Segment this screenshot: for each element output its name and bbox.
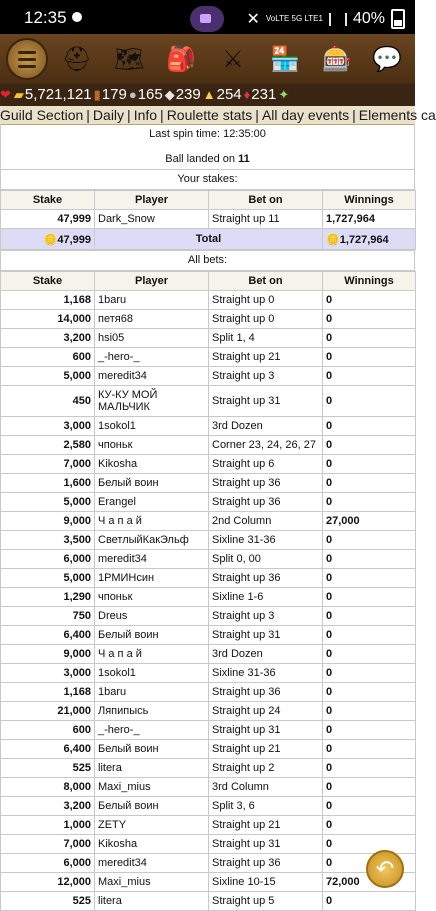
cell-player[interactable]: Белый воин	[95, 474, 209, 493]
all-bets-table	[0, 271, 416, 911]
ball-landed-label: Ball landed on	[165, 153, 239, 165]
cell-winnings: 0	[323, 455, 416, 474]
cell-winnings: 0	[323, 854, 416, 873]
cell-bet-on: Straight up 3	[209, 607, 323, 626]
table-row	[1, 873, 416, 892]
shop-icon[interactable]: 🏪	[270, 45, 300, 73]
table-row	[1, 329, 416, 348]
link-separator: |	[255, 107, 259, 123]
resource-item	[203, 84, 242, 106]
cell-winnings: 0	[323, 797, 416, 816]
cell-player[interactable]: _-hero-_	[95, 348, 209, 367]
cell-winnings: 0	[323, 569, 416, 588]
total-row	[1, 229, 416, 250]
cell-winnings: 0	[323, 310, 416, 329]
cell-stake: 2,580	[1, 436, 95, 455]
cell-stake: 6,400	[1, 740, 95, 759]
table-row	[1, 569, 416, 588]
wood-icon: ▮	[93, 87, 101, 102]
your-stakes-table	[0, 190, 416, 250]
cell-winnings: 0	[323, 588, 416, 607]
resource-value: 179	[101, 86, 127, 103]
cell-bet-on: Split 1, 4	[209, 329, 323, 348]
table-header	[1, 272, 416, 291]
table-row	[1, 210, 416, 229]
cell-player[interactable]: Maxi_mius	[95, 778, 209, 797]
cell-stake: 450	[1, 386, 95, 417]
cell-player[interactable]: 1sokol1	[95, 664, 209, 683]
cell-winnings: 27,000	[323, 512, 416, 531]
section-link[interactable]: Elements ca	[358, 107, 436, 123]
table-row	[1, 367, 416, 386]
table-row	[1, 436, 416, 455]
cell-winnings: 0	[323, 683, 416, 702]
section-link[interactable]: Daily	[92, 107, 125, 123]
cell-bet-on: Straight up 0	[209, 310, 323, 329]
table-row	[1, 607, 416, 626]
cell-player[interactable]: hsi05	[95, 329, 209, 348]
cell-bet-on: Straight up 36	[209, 474, 323, 493]
table-row	[1, 348, 416, 367]
cell-bet-on: Straight up 21	[209, 816, 323, 835]
table-row	[1, 531, 416, 550]
heart-icon: ❤	[0, 87, 11, 102]
table-row	[1, 455, 416, 474]
cell-bet-on: Straight up 36	[209, 683, 323, 702]
cell-player[interactable]: Kikosha	[95, 835, 209, 854]
cell-bet-on: Sixline 31-36	[209, 664, 323, 683]
cell-bet-on: Straight up 21	[209, 740, 323, 759]
cell-stake: 5,000	[1, 367, 95, 386]
table-row	[1, 645, 416, 664]
cell-winnings: 0	[323, 835, 416, 854]
cell-stake: 7,000	[1, 455, 95, 474]
cell-stake: 3,200	[1, 329, 95, 348]
header-bet-on: Bet on	[209, 191, 323, 210]
resource-item	[165, 84, 201, 106]
cell-stake: 6,000	[1, 854, 95, 873]
sand-icon: ▲	[202, 87, 216, 102]
cell-stake: 3,200	[1, 797, 95, 816]
table-row	[1, 626, 416, 645]
resource-bar	[0, 84, 415, 106]
cell-player[interactable]: чпоньк	[95, 588, 209, 607]
header-stake: Stake	[1, 272, 95, 291]
cell-player[interactable]: Ч а п а й	[95, 645, 209, 664]
cell-stake: 525	[1, 759, 95, 778]
header-player: Player	[95, 272, 209, 291]
cell-winnings: 0	[323, 367, 416, 386]
cell-winnings: 0	[323, 759, 416, 778]
table-row	[1, 386, 416, 417]
cell-bet-on: Straight up 5	[209, 892, 323, 911]
cell-stake: 5,000	[1, 493, 95, 512]
section-links	[0, 106, 436, 125]
iron-icon: ◆	[164, 87, 175, 102]
cell-winnings: 0	[323, 778, 416, 797]
cell-winnings: 0	[323, 702, 416, 721]
cell-stake: 3,000	[1, 664, 95, 683]
table-row	[1, 702, 416, 721]
elements-icon: ✦	[278, 87, 290, 102]
table-row	[1, 664, 416, 683]
cell-bet-on: Sixline 1-6	[209, 588, 323, 607]
cell-bet-on: Straight up 21	[209, 348, 323, 367]
cell-winnings: 0	[323, 386, 416, 417]
table-row	[1, 291, 416, 310]
cell-stake: 1,600	[1, 474, 95, 493]
cell-bet-on: 2nd Column	[209, 512, 323, 531]
cell-stake: 9,000	[1, 645, 95, 664]
cell-stake: 1,290	[1, 588, 95, 607]
last-spin-time: Last spin time: 12:35:00	[0, 124, 415, 150]
cell-bet-on: Straight up 36	[209, 854, 323, 873]
cell-winnings: 0	[323, 493, 416, 512]
cell-winnings: 0	[323, 664, 416, 683]
link-separator: |	[127, 107, 131, 123]
your-stakes-title: Your stakes:	[0, 169, 415, 190]
table-row	[1, 417, 416, 436]
cell-winnings: 0	[323, 474, 416, 493]
cell-winnings: 0	[323, 626, 416, 645]
cell-player[interactable]: Ляпипысь	[95, 702, 209, 721]
cell-stake: 600	[1, 721, 95, 740]
cell-bet-on: Straight up 6	[209, 455, 323, 474]
cell-player[interactable]: meredit34	[95, 854, 209, 873]
cell-player[interactable]: meredit34	[95, 550, 209, 569]
cell-player[interactable]: СветлыйКакЭльф	[95, 531, 209, 550]
cell-stake: 7,000	[1, 835, 95, 854]
cell-bet-on: Sixline 10-15	[209, 873, 323, 892]
cell-stake: 1,168	[1, 291, 95, 310]
cell-winnings: 0	[323, 291, 416, 310]
all-bets-title: All bets:	[0, 250, 415, 271]
cell-player[interactable]: litera	[95, 892, 209, 911]
cell-stake: 8,000	[1, 778, 95, 797]
resource-item	[0, 84, 12, 106]
status-time: 12:35	[24, 8, 67, 27]
cell-player[interactable]: чпоньк	[95, 436, 209, 455]
table-header	[1, 191, 416, 210]
cell-player[interactable]: Dreus	[95, 607, 209, 626]
status-indicators	[246, 9, 405, 29]
cell-bet-on: Straight up 36	[209, 493, 323, 512]
resource-value: 254	[216, 86, 242, 103]
resource-item	[129, 84, 163, 106]
cell-stake: 1,000	[1, 816, 95, 835]
cell-player[interactable]: 1baru	[95, 683, 209, 702]
gold-icon: ▰	[13, 87, 24, 102]
stone-icon: ●	[128, 87, 137, 102]
cell-stake: 3,000	[1, 417, 95, 436]
cell-bet-on: Sixline 31-36	[209, 531, 323, 550]
back-arrow-icon: ↶	[375, 856, 395, 881]
notification-icon	[72, 12, 82, 22]
table-row	[1, 740, 416, 759]
mute-icon: ✕	[246, 11, 260, 28]
cell-stake: 1,168	[1, 683, 95, 702]
table-row	[1, 797, 416, 816]
link-separator: |	[352, 107, 356, 123]
table-row	[1, 778, 416, 797]
cell-bet-on: Straight up 31	[209, 835, 323, 854]
table-row	[1, 310, 416, 329]
cell-winnings: 0	[323, 607, 416, 626]
cell-player[interactable]: Kikosha	[95, 455, 209, 474]
cell-player[interactable]: Белый воин	[95, 626, 209, 645]
resource-value: 165	[137, 86, 163, 103]
menu-icon[interactable]	[6, 38, 48, 80]
cell-player[interactable]: litera	[95, 759, 209, 778]
cell-stake: 5,000	[1, 569, 95, 588]
network-label: VoLTE 5G LTE1	[265, 14, 323, 23]
cell-bet-on: Straight up 31	[209, 721, 323, 740]
table-row	[1, 493, 416, 512]
cell-winnings: 0	[323, 348, 416, 367]
cell-player[interactable]: 1РМИНсин	[95, 569, 209, 588]
roulette-results	[0, 124, 415, 911]
cell-bet-on: Split 3, 6	[209, 797, 323, 816]
table-row	[1, 683, 416, 702]
cell-winnings: 0	[323, 740, 416, 759]
resource-value: 231	[251, 86, 277, 103]
ruby-icon: ♦	[243, 87, 251, 102]
cell-winnings: 72,000	[323, 873, 416, 892]
chat-icon[interactable]: 💬	[372, 45, 402, 73]
section-link[interactable]: All day events	[261, 107, 350, 123]
cell-bet-on: Straight up 2	[209, 759, 323, 778]
table-row	[1, 854, 416, 873]
cell-player[interactable]: Белый воин	[95, 797, 209, 816]
section-link[interactable]: Info	[133, 107, 158, 123]
cell-winnings: 0	[323, 329, 416, 348]
cell-stake: 600	[1, 348, 95, 367]
cell-player[interactable]: Maxi_mius	[95, 873, 209, 892]
bag-icon[interactable]: 🎒	[166, 45, 196, 73]
cell-player[interactable]: _-hero-_	[95, 721, 209, 740]
cell-player[interactable]: Ч а п а й	[95, 512, 209, 531]
screen-record-icon[interactable]	[190, 6, 224, 32]
cell-stake: 6,000	[1, 550, 95, 569]
cell-stake: 6,400	[1, 626, 95, 645]
cell-stake: 21,000	[1, 702, 95, 721]
cell-winnings: 0	[323, 816, 416, 835]
header-stake: Stake	[1, 191, 95, 210]
cell-winnings: 0	[323, 892, 416, 911]
cell-bet-on: Split 0, 00	[209, 550, 323, 569]
cell-player[interactable]: ZETY	[95, 816, 209, 835]
header-winnings: Winnings	[323, 191, 416, 210]
resource-item	[94, 84, 127, 106]
cell-bet-on: Corner 23, 24, 26, 27	[209, 436, 323, 455]
cell-stake: 14,000	[1, 310, 95, 329]
roulette-icon[interactable]: 🎰	[322, 45, 352, 73]
cell-player[interactable]: meredit34	[95, 367, 209, 386]
cell-player[interactable]: КУ-КУ МОЙ МАЛЬЧИК	[95, 386, 209, 417]
table-row	[1, 512, 416, 531]
section-link[interactable]: Roulette stats	[166, 107, 253, 123]
helmet-icon[interactable]: ⛑	[61, 45, 93, 73]
table-row	[1, 474, 416, 493]
cell-bet-on: Straight up 24	[209, 702, 323, 721]
resource-value: 5,721,121	[24, 86, 92, 103]
cell-player[interactable]: 1sokol1	[95, 417, 209, 436]
cell-player[interactable]: Dark_Snow	[95, 210, 209, 229]
cell-winnings: 0	[323, 721, 416, 740]
table-row	[1, 835, 416, 854]
link-separator: |	[86, 107, 90, 123]
cell-winnings: 0	[323, 645, 416, 664]
header-player: Player	[95, 191, 209, 210]
table-row	[1, 550, 416, 569]
table-row	[1, 759, 416, 778]
cell-bet-on: Straight up 31	[209, 626, 323, 645]
cell-bet-on: Straight up 0	[209, 291, 323, 310]
signal-icon	[329, 13, 347, 26]
total-winnings: 🪙1,727,964	[323, 229, 416, 250]
cell-player[interactable]: 1baru	[95, 291, 209, 310]
header-winnings: Winnings	[323, 272, 416, 291]
cell-bet-on: 3rd Dozen	[209, 417, 323, 436]
cell-winnings: 0	[323, 417, 416, 436]
table-row	[1, 816, 416, 835]
cell-player[interactable]: Белый воин	[95, 740, 209, 759]
cell-winnings: 0	[323, 436, 416, 455]
cell-winnings: 0	[323, 531, 416, 550]
cell-bet-on: 3rd Column	[209, 778, 323, 797]
total-stake: 🪙47,999	[1, 229, 95, 250]
resource-value: 239	[175, 86, 201, 103]
ball-landed-number: 11	[238, 153, 250, 165]
cell-bet-on: Straight up 11	[209, 210, 323, 229]
resource-item	[14, 84, 92, 106]
swords-icon[interactable]: ⚔	[222, 45, 244, 73]
cell-player[interactable]: Erangel	[95, 493, 209, 512]
status-bar	[0, 0, 415, 34]
battery-icon	[391, 9, 405, 29]
header-bet-on: Bet on	[209, 272, 323, 291]
cell-stake: 3,500	[1, 531, 95, 550]
gold-icon: 🪙	[326, 233, 340, 246]
battery-text: 40%	[352, 10, 385, 27]
game-navbar	[0, 34, 415, 86]
cell-stake: 9,000	[1, 512, 95, 531]
ball-landed	[0, 150, 415, 169]
cell-stake: 12,000	[1, 873, 95, 892]
cell-bet-on: 3rd Dozen	[209, 645, 323, 664]
cell-bet-on: Straight up 3	[209, 367, 323, 386]
back-button[interactable]	[366, 850, 404, 888]
cell-winnings: 1,727,964	[323, 210, 416, 229]
table-row	[1, 892, 416, 911]
cell-winnings: 0	[323, 550, 416, 569]
table-row	[1, 721, 416, 740]
cell-bet-on: Straight up 36	[209, 569, 323, 588]
cell-bet-on: Straight up 31	[209, 386, 323, 417]
total-label: Total	[95, 229, 323, 250]
map-icon[interactable]: 🗺	[113, 45, 145, 73]
cell-player[interactable]: петя68	[95, 310, 209, 329]
cell-stake: 47,999	[1, 210, 95, 229]
section-link[interactable]: Guild Section	[0, 107, 84, 123]
link-separator: |	[160, 107, 164, 123]
table-row	[1, 588, 416, 607]
cell-stake: 750	[1, 607, 95, 626]
resource-item	[278, 84, 290, 106]
gold-icon: 🪙	[43, 233, 58, 246]
cell-stake: 525	[1, 892, 95, 911]
resource-item	[244, 84, 277, 106]
